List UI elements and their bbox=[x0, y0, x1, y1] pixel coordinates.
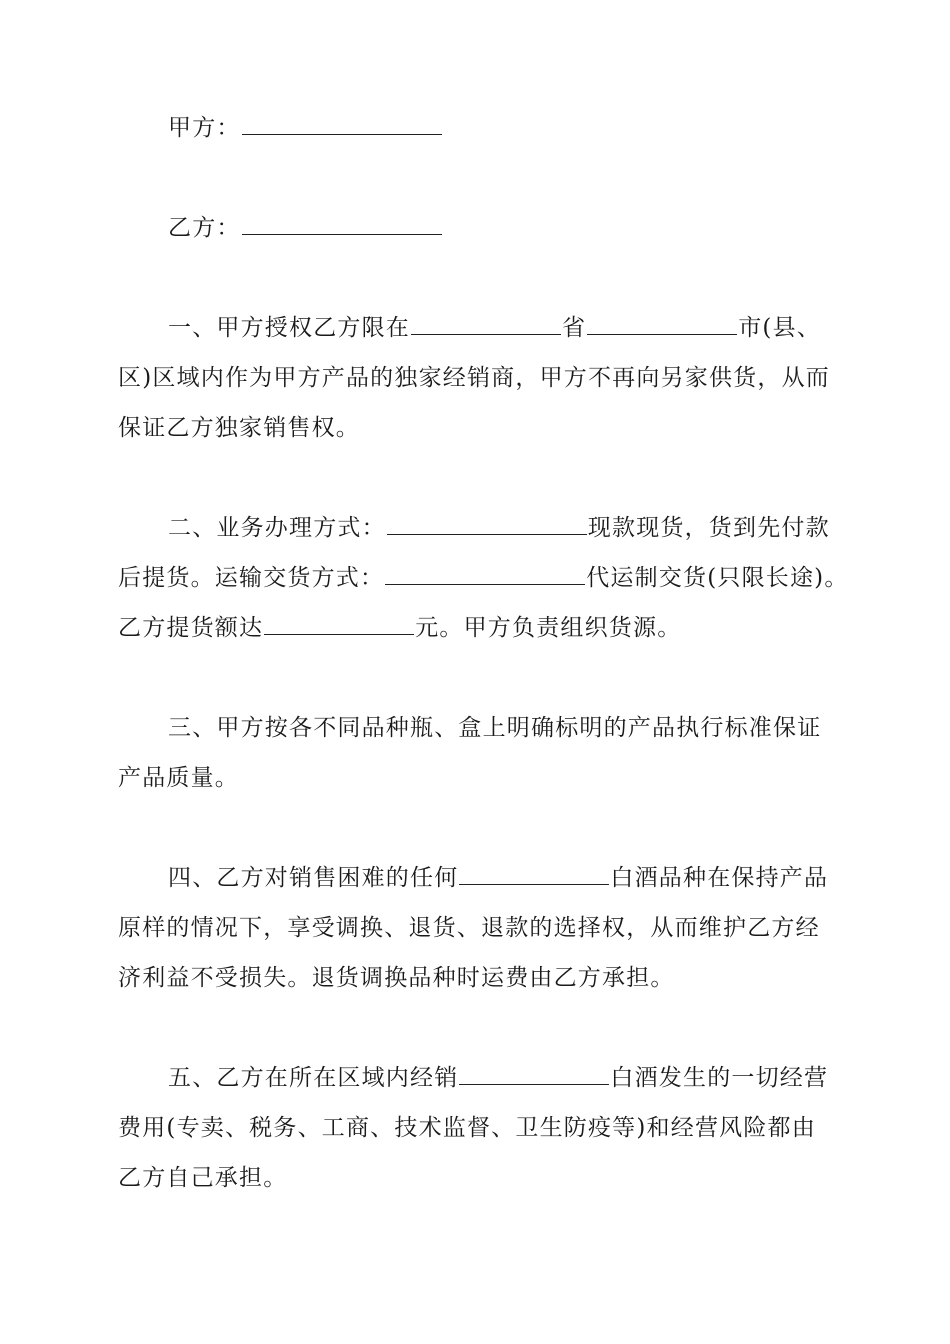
clause2-line1 bbox=[168, 513, 830, 543]
clause4-line1 bbox=[168, 863, 828, 893]
clause4-line3: 济利益不受损失。退货调换品种时运费由乙方承担。 bbox=[118, 965, 675, 991]
clause2-line2 bbox=[118, 563, 849, 593]
clause1-text: 省 bbox=[562, 315, 587, 341]
clause2-text: 现款现货，货到先付款 bbox=[587, 515, 830, 541]
clause2-text: 乙方提货额达 bbox=[118, 615, 264, 641]
clause3-line2: 产品质量。 bbox=[118, 765, 239, 791]
clause5-line1 bbox=[168, 1063, 828, 1093]
party-a-blank[interactable] bbox=[242, 113, 442, 135]
clause4-text: 白酒品种在保持产品 bbox=[610, 865, 829, 891]
clause2-text: 二、业务办理方式： bbox=[168, 515, 386, 541]
party-a-line bbox=[168, 113, 443, 143]
clause2-line3 bbox=[118, 613, 681, 643]
liquor-brand-blank[interactable] bbox=[459, 1063, 609, 1085]
clause2-text: 代运制交货(只限长途)。 bbox=[586, 565, 849, 591]
party-a-label: 甲方： bbox=[168, 115, 241, 141]
province-blank[interactable] bbox=[411, 313, 561, 335]
clause1-text: 一、甲方授权乙方限在 bbox=[168, 315, 410, 341]
clause2-text: 元。甲方负责组织货源。 bbox=[415, 615, 682, 641]
clause3-line1: 三、甲方按各不同品种瓶、盒上明确标明的产品执行标准保证 bbox=[168, 715, 822, 741]
business-method-blank[interactable] bbox=[387, 513, 587, 535]
clause4-text: 四、乙方对销售困难的任何 bbox=[168, 865, 459, 891]
party-b-label: 乙方： bbox=[168, 215, 241, 241]
clause2-text: 后提货。运输交货方式： bbox=[118, 565, 385, 591]
clause5-text: 五、乙方在所在区域内经销 bbox=[168, 1065, 459, 1091]
clause1-text: 市(县、 bbox=[738, 315, 821, 341]
clause1-line2: 区)区域内作为甲方产品的独家经销商，甲方不再向另家供货，从而 bbox=[118, 365, 830, 391]
party-b-blank[interactable] bbox=[242, 213, 442, 235]
liquor-variety-blank[interactable] bbox=[459, 863, 609, 885]
clause1-line1 bbox=[168, 313, 821, 343]
clause4-line2: 原样的情况下，享受调换、退货、退款的选择权，从而维护乙方经 bbox=[118, 915, 820, 941]
clause5-line2: 费用(专卖、税务、工商、技术监督、卫生防疫等)和经营风险都由 bbox=[118, 1115, 816, 1141]
delivery-method-blank[interactable] bbox=[385, 563, 585, 585]
city-blank[interactable] bbox=[587, 313, 737, 335]
clause5-text: 白酒发生的一切经营 bbox=[610, 1065, 829, 1091]
amount-blank[interactable] bbox=[264, 613, 414, 635]
clause5-line3: 乙方自己承担。 bbox=[118, 1165, 288, 1191]
party-b-line bbox=[168, 213, 443, 243]
clause1-line3: 保证乙方独家销售权。 bbox=[118, 415, 360, 441]
